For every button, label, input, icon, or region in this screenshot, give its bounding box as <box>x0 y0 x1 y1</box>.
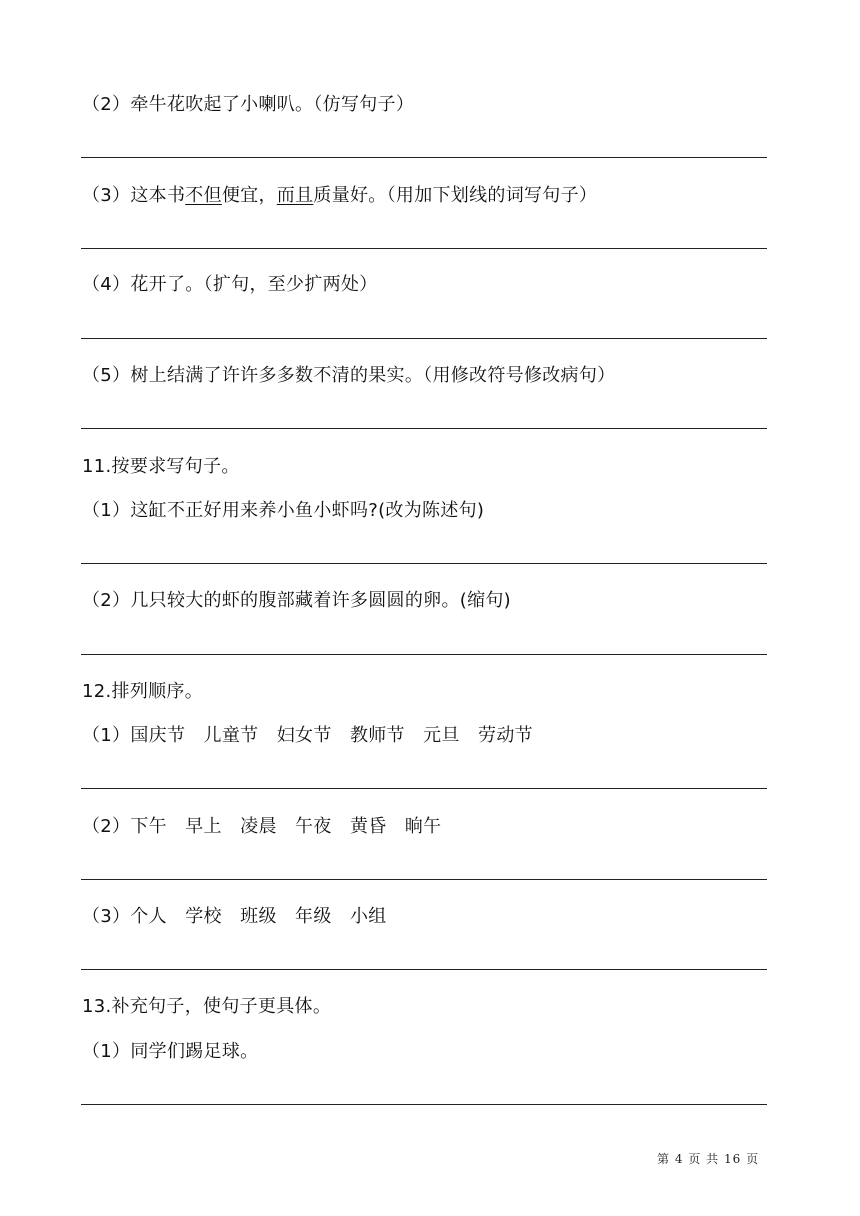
question-10-3 <box>82 184 597 208</box>
question-12-heading: 12.排列顺序。 <box>82 681 204 702</box>
question-13-1: （1）同学们踢足球。 <box>82 1041 259 1062</box>
answer-line[interactable] <box>81 788 767 789</box>
answer-line[interactable] <box>81 969 767 970</box>
footer-label-page: 第 <box>657 1152 671 1166</box>
answer-line[interactable] <box>81 428 767 429</box>
question-11-heading: 11.按要求写句子。 <box>82 456 240 477</box>
question-12-1: （1）国庆节 儿童节 妇女节 教师节 元旦 劳动节 <box>82 725 533 746</box>
page-footer <box>657 1151 759 1167</box>
answer-line[interactable] <box>81 157 767 158</box>
question-10-2: （2）牵牛花吹起了小喇叭。（仿写句子） <box>82 94 415 115</box>
answer-line[interactable] <box>81 654 767 655</box>
question-10-5: （5）树上结满了许许多多数不清的果实。（用修改符号修改病句） <box>82 365 616 386</box>
answer-line[interactable] <box>81 563 767 564</box>
footer-total-pages: 16 <box>723 1152 742 1166</box>
question-13-heading: 13.补充句子，使句子更具体。 <box>82 996 332 1017</box>
question-12-3: （3）个人 学校 班级 年级 小组 <box>82 906 387 927</box>
answer-line[interactable] <box>81 879 767 880</box>
footer-label-of: 页 共 <box>688 1152 720 1166</box>
question-10-4: （4）花开了。（扩句，至少扩两处） <box>82 274 378 295</box>
footer-label-end: 页 <box>746 1152 760 1166</box>
answer-line[interactable] <box>81 248 767 249</box>
underlined-word-budan: 不但 <box>185 185 222 206</box>
q10-3-mid: 便宜， <box>221 185 277 206</box>
q10-3-suffix: 质量好。（用加下划线的词写句子） <box>313 185 598 206</box>
underlined-word-erqie: 而且 <box>276 185 314 206</box>
question-11-2: （2）几只较大的虾的腹部藏着许多圆圆的卵。(缩句) <box>82 590 511 611</box>
q10-3-prefix: （3）这本书 <box>82 185 186 206</box>
answer-line[interactable] <box>81 1104 767 1105</box>
question-11-1: （1）这缸不正好用来养小鱼小虾吗?(改为陈述句) <box>82 500 485 521</box>
footer-current-page: 4 <box>674 1152 684 1166</box>
answer-line[interactable] <box>81 338 767 339</box>
question-12-2: （2）下午 早上 凌晨 午夜 黄昏 晌午 <box>82 816 442 837</box>
